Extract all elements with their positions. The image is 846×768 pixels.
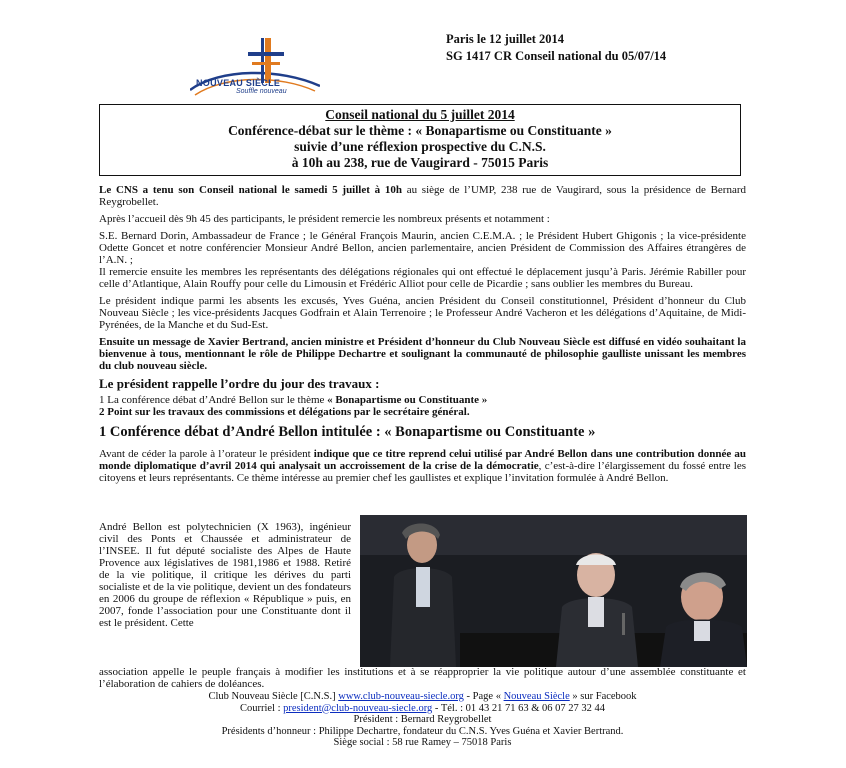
agenda-item-1-theme: « Bonapartisme ou Constituante » bbox=[327, 394, 488, 406]
footer-email-label: Courriel : bbox=[239, 702, 284, 714]
conference-photo bbox=[360, 515, 747, 667]
footer-page: - Page « bbox=[463, 691, 504, 702]
logo-tagline: Souffle nouveau bbox=[236, 88, 287, 95]
logo-name: NOUVEAU SIÈCLE bbox=[196, 78, 281, 88]
p6-bold: indique que ce titre reprend celui utilisé par André Bellon dans une contribution donnée au monde diplomatique d’avril 2014 qui analysait un accroissement de la crise de la démocratie bbox=[99, 448, 746, 472]
paragraph-message: Ensuite un message de Xavier Bertrand, ancien ministre et Président d’honneur du Club Nouveau Siècle est diffusé en vidéo souhaitant la bienvenue à tous, mentionnant le rôle de Philippe Dechartre et soulignant la communauté de philosophie gaulliste unissant les membres du club nouveau siècle. bbox=[99, 336, 746, 372]
report-body bbox=[99, 184, 746, 489]
p6-start: Avant de céder la parole à l’orateur le président bbox=[99, 448, 314, 460]
intro-rest: au siège de l’UMP, 238 rue de Vaugirard, sous la présidence de Bernard Reygrobellet. bbox=[99, 184, 746, 208]
title-line-1: Conseil national du 5 juillet 2014 bbox=[325, 107, 515, 122]
footer-line-1 bbox=[99, 691, 746, 703]
intro-bold: Le CNS a tenu son Conseil national le samedi 5 juillet à 10h bbox=[99, 184, 402, 196]
association-paragraph: association appelle le peuple français à modifier les institutions et à se réapproprier la vie politique autour d’une assemblée constituante et l’élaboration de cahiers de doléances. bbox=[99, 666, 746, 690]
title-line-2: Conférence-débat sur le thème : « Bonapartisme ou Constituante » bbox=[228, 123, 612, 138]
speaker-bio: André Bellon est polytechnicien (X 1963), ingénieur civil des Ponts et Chaussée et administrateur de l’INSEE. Il fut député socialiste des Alpes de Haute Provence aux législatives de 1981,1986 et 1988. Retiré de la vie politique, il critique les dérives du parti socialiste et de la vie politique, devient un des fondateurs en 2006 du groupe de réflexion « République » puis, en 2007, fonde l’association pour une Constituante dont il est le président. Cette bbox=[99, 521, 351, 629]
date-line: Paris le 12 juillet 2014 bbox=[446, 32, 565, 46]
agenda-heading: Le président rappelle l’ordre du jour des travaux : bbox=[99, 376, 380, 391]
paragraph-welcome: Après l’accueil dès 9h 45 des participants, le président remercie les nombreux présents et notamment : bbox=[99, 213, 550, 225]
facebook-link[interactable]: Nouveau Siècle bbox=[503, 691, 570, 702]
reference-line: SG 1417 CR Conseil national du 05/07/14 bbox=[446, 49, 667, 63]
p6-end: , c’est-à-dire l’élargissement du fossé entre les citoyens et leurs représentants. Ce thème intéresse au premier chef les gaullistes et explique l’invitation formulée à André Bellon. bbox=[99, 460, 746, 484]
footer-club: Club Nouveau Siècle [C.N.S.] bbox=[208, 691, 339, 702]
agenda-item-1-text: 1 La conférence débat d’André Bellon sur le thème bbox=[99, 394, 328, 406]
email-link[interactable]: president@club-nouveau-siecle.org bbox=[283, 702, 433, 714]
delegations-thanks: Il remercie ensuite les membres les représentants des délégations régionales qui ont effectué le déplacement jusqu’à Paris. Jérémie Rabiller pour celle d’Atlantique, Alain Rouffy pour celle du Limousin et Frédéric Alliot pour celle de Picardie ; sans oublier les membres du Bureau. bbox=[99, 266, 746, 290]
website-link[interactable]: www.club-nouveau-siecle.org bbox=[338, 691, 464, 702]
footer-president: Président : Bernard Reygrobellet bbox=[353, 714, 492, 725]
paragraph-introduction-speaker bbox=[99, 448, 746, 484]
footer-phone: - Tél. : 01 43 21 71 63 & 06 07 27 32 44 bbox=[432, 702, 606, 714]
conference-photo-image bbox=[360, 515, 747, 667]
footer-honorary: Présidents d’honneur : Philippe Dechartre, fondateur du C.N.S. Yves Guéna et Xavier Bertrand. bbox=[221, 725, 624, 737]
title-line-3: suivie d’une réflexion prospective du C.N.S. bbox=[294, 139, 546, 154]
guests-list: S.E. Bernard Dorin, Ambassadeur de France ; le Général François Maurin, ancien C.E.M.A. ; le Président Hubert Ghigonis ; la vice-présidente Odette Goncet et notre conférencier Monsieur André Bellon, ancien parlementaire, ancien Président de Commission des Affaires étrangères de l’A.N. ; bbox=[99, 230, 746, 266]
footer-address: Siège social : 58 rue Ramey – 75018 Paris bbox=[333, 737, 512, 748]
footer-line-2 bbox=[99, 703, 746, 715]
title-line-4: à 10h au 238, rue de Vaugirard - 75015 Paris bbox=[291, 155, 549, 170]
paragraph-guests bbox=[99, 230, 746, 290]
title-box bbox=[99, 104, 741, 176]
section-heading: 1 Conférence débat d’André Bellon intitulée : « Bonapartisme ou Constituante » bbox=[99, 424, 596, 440]
paragraph-excused: Le président indique parmi les absents les excusés, Yves Guéna, ancien Président du Conseil constitutionnel, Président d’honneur du Club Nouveau Siècle ; les vice-présidents Jacques Godfrain et Alain Terrenoire ; le Professeur André Vacheron et les délégations d’Aquitaine, de Midi-Pyrénées, de la Manche et du Sud-Est. bbox=[99, 295, 746, 331]
agenda-item-1 bbox=[99, 394, 746, 406]
footer bbox=[99, 691, 746, 749]
agenda-item-2: 2 Point sur les travaux des commissions et délégations par le secrétaire général. bbox=[99, 406, 470, 418]
footer-facebook: » sur Facebook bbox=[569, 691, 637, 702]
document-header bbox=[446, 31, 666, 65]
paragraph-intro bbox=[99, 184, 746, 208]
